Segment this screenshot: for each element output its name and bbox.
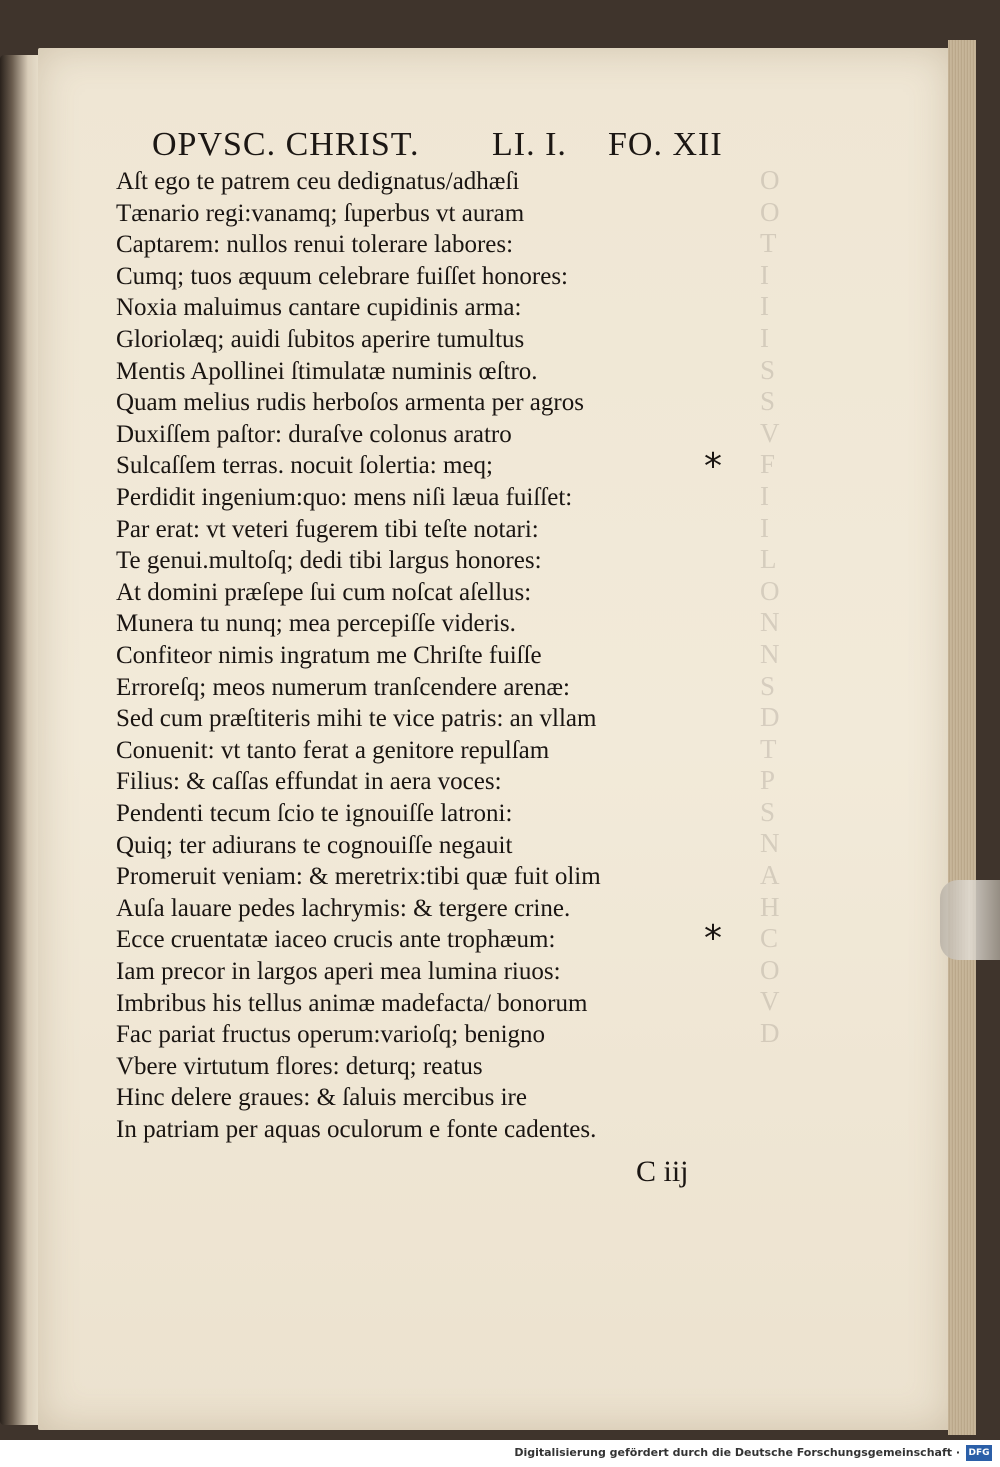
- margin-asterisk-icon: *: [704, 446, 722, 487]
- text-line: At domini præſepe ſui cum noſcat aſellus:: [116, 578, 532, 606]
- text-line: Par erat: vt veteri fugerem tibi teſte notari:: [116, 515, 539, 543]
- running-header: [152, 126, 742, 166]
- text-line: Promeruit veniam: & meretrix:tibi quæ fuit olim: [116, 863, 601, 891]
- show-through-text: O O T I I I S S V F I I L O N N S D T P S N A H C O V D: [760, 165, 780, 1049]
- text-line: Tænario regi:vanamq; ſuperbus vt auram: [116, 199, 525, 227]
- signature-mark: C iij: [636, 1155, 689, 1188]
- text-line: Fac pariat fructus operum:varioſq; benigno: [116, 1021, 546, 1049]
- left-page-edge: [0, 55, 40, 1425]
- text-line: Vbere virtutum flores: deturq; reatus: [116, 1052, 483, 1080]
- header-folio: FO. XII: [608, 126, 723, 163]
- text-line: Captarem: nullos renui tolerare labores:: [116, 231, 514, 259]
- text-line: Erroreſq; meos numerum tranſcendere arenæ:: [116, 673, 570, 701]
- text-line: Pendenti tecum ſcio te ignouiſſe latroni:: [116, 800, 513, 827]
- text-line: Duxiſſem paſtor: duraſve colonus aratro: [116, 420, 512, 448]
- text-line: Quam melius rudis herboſos armenta per agros: [116, 389, 584, 417]
- text-line: Ecce cruentatæ iaceo crucis ante trophæum:: [116, 926, 556, 954]
- text-line: Conuenit: vt tanto ferat a genitore repulſam: [116, 736, 550, 764]
- text-line: In patriam per aquas oculorum e fonte cadentes.: [116, 1116, 597, 1143]
- margin-asterisk-icon: *: [704, 918, 722, 959]
- text-line: Iam precor in largos aperi mea lumina riuos:: [116, 958, 561, 985]
- text-line: Filius: & caſſas effundat in aera voces:: [116, 768, 502, 796]
- page-stack-edge: [948, 40, 976, 1435]
- text-line: Te genui.multoſq; dedi tibi largus honores:: [116, 547, 542, 575]
- text-line: Gloriolæq; auidi ſubitos aperire tumultus: [116, 326, 525, 353]
- text-line: Auſa lauare pedes lachrymis: & tergere crine.: [116, 894, 571, 922]
- text-line: Aſt ego te patrem ceu dedignatus/adhæſi: [116, 168, 520, 195]
- text-line: Sulcaſſem terras. nocuit ſolertia: meq;: [116, 452, 493, 480]
- text-line: Hinc delere graues: & ſaluis mercibus ire: [116, 1084, 527, 1112]
- text-line: Perdidit ingenium:quo: mens niſi læua fuiſſet:: [116, 484, 573, 511]
- header-book: LI. I.: [492, 126, 567, 163]
- text-line: Sed cum præſtiteris mihi te vice patris: an vllam: [116, 705, 597, 733]
- footer-bar: [0, 1440, 1000, 1467]
- text-line: Cumq; tuos æquum celebrare fuiſſet honores:: [116, 262, 568, 290]
- header-title: OPVSC. CHRIST.: [152, 126, 420, 163]
- text-line: Munera tu nunq; mea percepiſſe videris.: [116, 610, 516, 638]
- page-clip: [940, 880, 1000, 960]
- footer-credit: Digitalisierung gefördert durch die Deutsche Forschungsgemeinschaft ·: [514, 1446, 960, 1459]
- dfg-logo: DFG: [966, 1445, 992, 1461]
- text-line: Mentis Apollinei ſtimulatæ numinis œſtro.: [116, 357, 538, 385]
- text-line: Imbribus his tellus animæ madefacta/ bonorum: [116, 989, 588, 1017]
- text-line: Quiq; ter adiurans te cognouiſſe negauit: [116, 831, 513, 859]
- text-line: Confiteor nimis ingratum me Chriſte fuiſſe: [116, 642, 542, 669]
- text-line: Noxia maluimus cantare cupidinis arma:: [116, 294, 522, 322]
